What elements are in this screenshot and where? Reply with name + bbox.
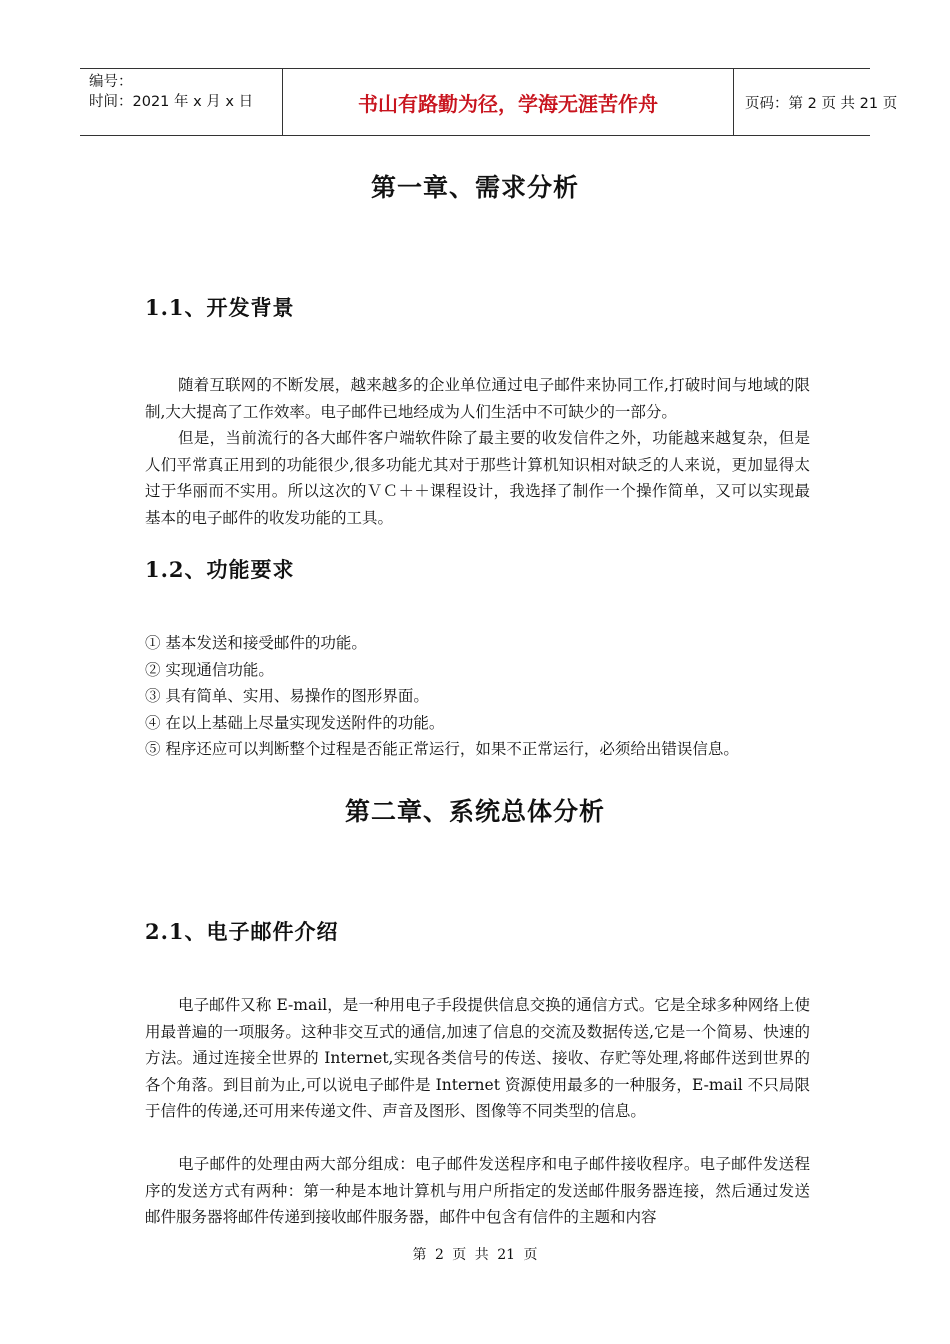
header-page-info: 页码：第 2 页 共 21 页 — [745, 95, 898, 112]
page-footer: 第 2 页 共 21 页 — [412, 1247, 538, 1263]
list-item: ⑤ 程序还应可以判断整个过程是否能正常运行，如果不正常运行，必须给出错误信息。 — [145, 740, 739, 758]
section-2-1-paragraph-2: 电子邮件的处理由两大部分组成：电子邮件发送程序和电子邮件接收程序。电子邮件发送程序的发送方式有两种：第一种是本地计算机与用户所指定的发送邮件服务器连接，然后通过发送邮件服务器将邮件传递到接收邮件服务器，邮件中包含有信件的主题和内容 — [145, 1155, 810, 1226]
list-item: ② 实现通信功能。 — [145, 660, 274, 679]
list-item: ③ 具有简单、实用、易操作的图形界面。 — [145, 687, 429, 705]
list-item: ① 基本发送和接受邮件的功能。 — [145, 634, 367, 652]
header-meta — [80, 69, 282, 135]
list-item: ④ 在以上基础上尽量实现发送附件的功能。 — [145, 713, 445, 732]
page-header — [80, 68, 898, 136]
header-date: 时间：2021 年 x 月 x 日 — [89, 94, 254, 110]
header-motto: 书山有路勤为径，学海无涯苦作舟 — [358, 91, 658, 116]
header-motto-cell — [282, 69, 734, 135]
section-2-1-title: 2.1、电子邮件介绍 — [145, 919, 339, 944]
chapter-1-title: 第一章、需求分析 — [370, 173, 579, 202]
section-1-1-paragraph-2: 但是，当前流行的各大邮件客户端软件除了最主要的收发信件之外，功能越来越复杂，但是人们平常真正用到的功能很少,很多功能尤其对于那些计算机知识相对缺乏的人来说，更加显得太过于华丽而不实用。所以这次的ＶＣ＋＋课程设计，我选择了制作一个操作简单，又可以实现最基本的电子邮件的收发功能的工具。 — [145, 429, 810, 527]
section-1-1-paragraph-1: 随着互联网的不断发展，越来越多的企业单位通过电子邮件来协同工作,打破时间与地域的限制,大大提高了工作效率。电子邮件已地经成为人们生活中不可缺少的一部分。 — [145, 376, 810, 421]
section-1-1-title: 1.1、开发背景 — [145, 295, 295, 320]
requirements-list — [145, 630, 810, 763]
header-number: 编号： — [89, 74, 133, 90]
section-2-1-paragraph-1: 电子邮件又称 E-mail，是一种用电子手段提供信息交换的通信方式。它是全球多种网络上使用最普遍的一项服务。这种非交互式的通信,加速了信息的交流及数据传送,它是一个简易、快速的方法。通过连接全世界的 Internet,实现各类信号的传送、接收、存贮等处理,将邮件送到世界的各个角落。到目前为止,可以说电子邮件是 Internet 资源使用最多的一种服务，E-mail 不只局限于信件的传递,还可用来传递文件、声音及图形、图像等不同类型的信息。 — [145, 996, 810, 1120]
section-1-2-title: 1.2、功能要求 — [145, 557, 295, 582]
chapter-2-title: 第二章、系统总体分析 — [344, 797, 605, 826]
